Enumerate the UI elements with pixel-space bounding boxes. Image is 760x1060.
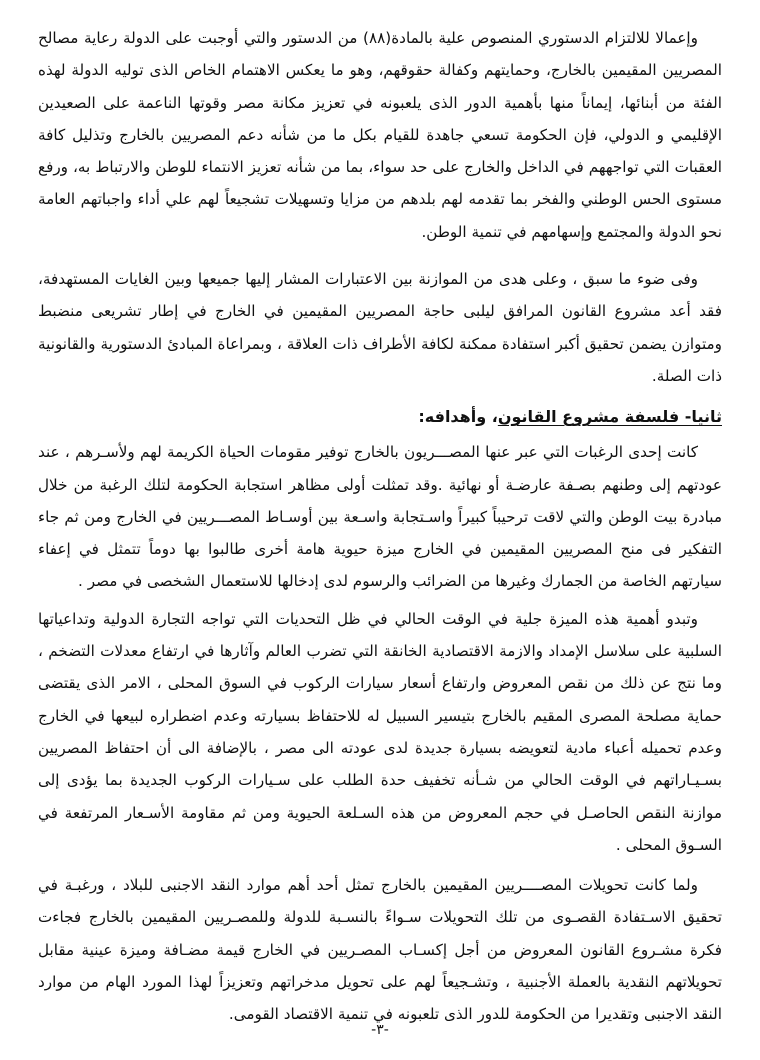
document-page — [38, 22, 722, 1039]
section-heading — [38, 402, 722, 432]
paragraph: وإعمالا للالتزام الدستوري المنصوص علية بالمادة(٨٨) من الدستور والتي أوجبت على الدولة رعاية مصالح المصريين المقيمين بالخارج، وحمايتهم وكفالة حقوقهم، وهو ما يعكس الاهتمام الخاص الذى توليه الدولة لهذه الفئة من أبنائها، إيماناً منها بأهمية الدور الذى يلعبونه في تعزيز مكانة مصر وقوتها الناعمة على الصعيدين الإقليمي و الدولي، فإن الحكومة تسعي جاهدة للقيام بكل ما من شأنه دعم المصريين بالخارج وتذليل كافة العقبات التي تواجههم في الداخل والخارج على حد سواء، بما من شأنه تعزيز الانتماء للوطن والارتباط به، ورفع مستوى الحس الوطني والفخر بما تقدمه لهم بلدهم من مزايا وتسهيلات تشجيعاً لهم علي أداء واجباتهم العامة نحو الدولة والمجتمع وإسهامهم في تنمية الوطن. — [38, 29, 722, 241]
section-heading-suffix: ، وأهدافه: — [418, 407, 498, 427]
paragraph: وتبدو أهمية هذه الميزة جلية في الوقت الحالي في ظل التحديات التي تواجه التجارة الدولية وتداعياتها السلبية على سلاسل الإمداد والازمة الاقتصادية الخانقة التي تضرب العالم وآثارها في ارتفاع معدلات التضخم ، وما نتج عن ذلك من نقص المعروض وارتفاع أسعار سيارات الركوب في السوق المحلى ، الامر الذى يقتضى حماية مصلحة المصرى المقيم بالخارج بتيسير السبيل له للاحتفاظ بسيارته وعدم اضطراره لبيعها في الخارج وعدم تحميله أعباء مادية لتعويضه بسيارة جديدة لدى عودته الى مصر ، بالإضافة الى أن احتفاظ المصريين بسـيـاراتهم في الوقت الحالي من شـأنه تخفيف حدة الطلب على سـيارات الركوب الجديدة بما يؤدى إلى موازنة النقص الحاصـل في حجم المعروض من هذه السـلعة الحيوية ومن ثم مقاومة الأسـعار المرتفعة في السـوق المحلى . — [38, 609, 722, 854]
paragraph: ولما كانت تحويلات المصــــريين المقيمين بالخارج تمثل أحد أهم موارد النقد الاجنبى للبلاد ، ورغبـة في تحقيق الاسـتفادة القصـوى من تلك التحويلات سـواءً بالنسـبة للدولة وللمصـريين المقيمين بالخارج فجاءت فكرة مشـروع القانون المعروض من أجل إكسـاب المصـريين في الخارج قيمة مضـافة وميزة عينية مقابل تحويلاتهم النقدية بالعملة الأجنبية ، وتشـجيعاً لهم على تحويل مدخراتهم وتعزيزاً لهذا المورد الهام من موارد النقد الاجنبى وتقديرا من الحكومة للدور الذى تلعبونه في تنمية الاقتصاد القومى. — [38, 876, 722, 1024]
section-heading-title: ثانيا- فلسفة مشروع القانون — [497, 407, 722, 427]
paragraph: وفى ضوء ما سبق ، وعلى هدى من الموازنة بين الاعتبارات المشار إليها جميعها وبين الغايات المستهدفة، فقد أعد مشروع القانون المرافق ليلبى حاجة المصريين المقيمين في الخارج في إطار تشريعى منضبط ومتوازن يضمن تحقيق أكبر استفادة ممكنة لكافة الأطراف ذات العلاقة ، وبمراعاة المبادئ الدستورية والقانونية ذات الصلة. — [38, 270, 722, 385]
page-number: -٣- — [371, 1022, 389, 1038]
paragraph: كانت إحدى الرغبات التي عبر عنها المصـــريون بالخارج توفير مقومات الحياة الكريمة لهم ولأسـرهم ، عند عودتهم إلى وطنهم بصـفة عارضـة أو نهائية .وقد تمثلت أولى مظاهر استجابة الحكومة لتلك الرغبة من خلال مبادرة بيت الوطن والتي لاقت ترحيباً كبيراً واسـتجابة واسـعة بين أوسـاط المصـــريين في الخارج ومن ثم جاء التفكير فى منح المصريين المقيمين في الخارج ميزة حيوية هامة أخرى طالبوا بها دوماً تتمثل في إعفاء سيارتهم الخاصة من الجمارك وغيرها من الضرائب والرسوم لدى إدخالها للاستعمال الشخصى في مصر . — [38, 443, 722, 591]
